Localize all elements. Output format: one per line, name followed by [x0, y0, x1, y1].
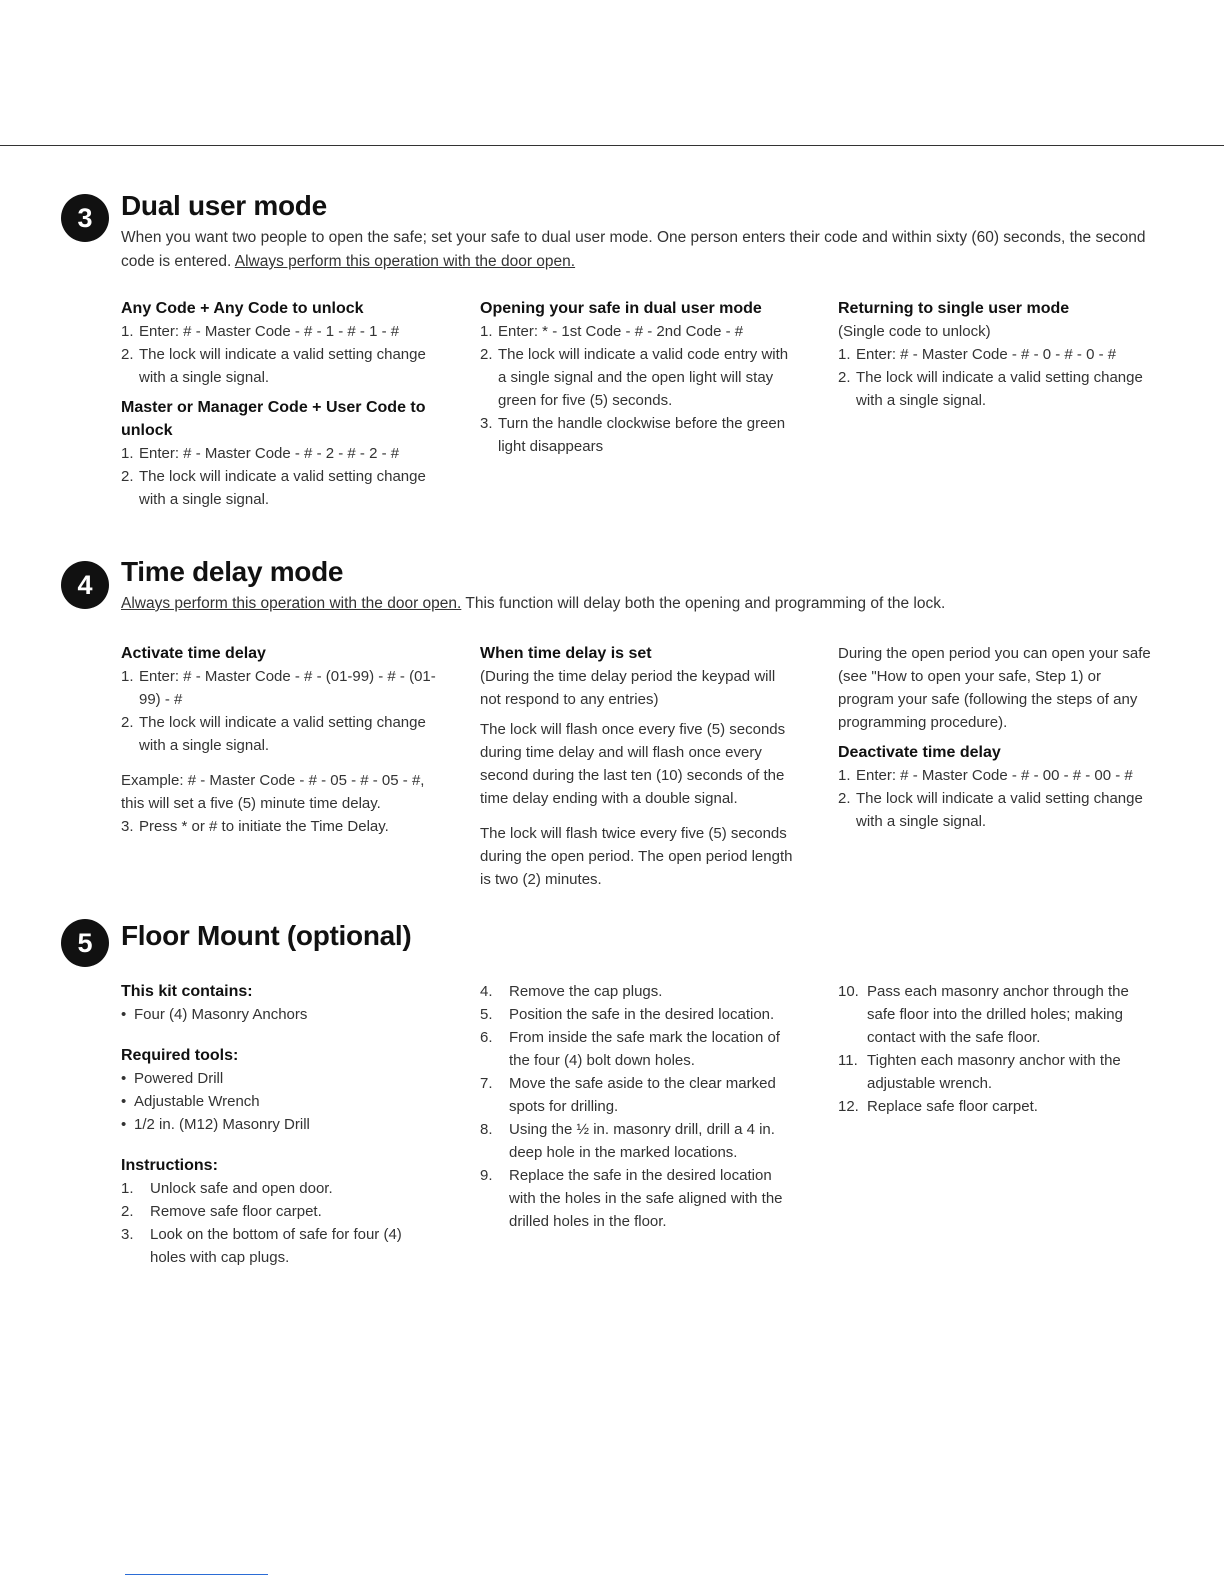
step: 12. Replace safe floor carpet. — [838, 1098, 1038, 1115]
intro-warning: Always perform this operation with the door open. — [234, 253, 576, 270]
intro-text: When you want two people to open the safe; set your safe to dual user mode. One person enters their code and within sixty (60) seconds, the second code is entered. — [121, 229, 1146, 270]
step: 2. The lock will indicate a valid code entry with a single signal and the open light will stay green for five (5) seconds. — [480, 346, 789, 409]
subheading: Returning to single user mode — [838, 300, 1070, 317]
step: 8. Using the ½ in. masonry drill, drill a 4 in. deep hole in the marked locations. — [480, 1121, 775, 1161]
subheading: Instructions: — [121, 1157, 218, 1174]
step: 10. Pass each masonry anchor through the safe floor into the drilled holes; making contact with the safe floor. — [838, 983, 1129, 1046]
step: 1. Enter: # - Master Code - # - (01-99) - # - (01-99) - # — [121, 668, 436, 708]
section-title: Time delay mode — [121, 556, 344, 587]
column-2 — [480, 980, 800, 1233]
paragraph: The lock will flash twice every five (5) seconds during the open period. The open period length is two (2) minutes. — [480, 825, 793, 888]
step: 6. From inside the safe mark the location of the four (4) bolt down holes. — [480, 1029, 780, 1069]
column-3 — [838, 642, 1158, 833]
column-1 — [121, 642, 441, 838]
subheading-note: (Single code to unlock) — [838, 323, 991, 340]
step: 4. Remove the cap plugs. — [480, 983, 663, 1000]
footer-link-underline — [125, 1574, 268, 1575]
column-3 — [838, 980, 1158, 1118]
column-1 — [121, 297, 441, 511]
step: 5. Position the safe in the desired location. — [480, 1006, 775, 1023]
column-3 — [838, 297, 1158, 412]
bullet-item: • Adjustable Wrench — [121, 1093, 260, 1110]
step: 1. Enter: # - Master Code - # - 00 - # - 00 - # — [838, 767, 1133, 784]
intro-text: This function will delay both the opening and programming of the lock. — [465, 595, 946, 612]
step-number-badge: 5 — [61, 919, 109, 967]
step-number-badge: 4 — [61, 561, 109, 609]
step: 1. Unlock safe and open door. — [121, 1180, 333, 1197]
step: 2. Remove safe floor carpet. — [121, 1203, 322, 1220]
step-number-badge: 3 — [61, 194, 109, 242]
paragraph: The lock will flash once every five (5) seconds during time delay and will flash once every second during the last ten (10) seconds of the time delay ending with a double signal. — [480, 721, 786, 807]
step: 1. Enter: * - 1st Code - # - 2nd Code - # — [480, 323, 744, 340]
section-title: Dual user mode — [121, 190, 327, 221]
bullet-item: • Powered Drill — [121, 1070, 224, 1087]
subheading: When time delay is set — [480, 645, 652, 662]
subheading: Master or Manager Code + User Code to unlock — [121, 399, 426, 439]
step: 3. Look on the bottom of safe for four (4) holes with cap plugs. — [121, 1226, 402, 1266]
subheading: Activate time delay — [121, 645, 266, 662]
paragraph: (During the time delay period the keypad will not respond to any entries) — [480, 668, 776, 708]
step: 2. The lock will indicate a valid setting change with a single signal. — [838, 790, 1143, 830]
column-1 — [121, 980, 441, 1269]
step: 1. Enter: # - Master Code - # - 0 - # - 0 - # — [838, 346, 1117, 363]
step: 2. The lock will indicate a valid setting change with a single signal. — [121, 714, 426, 754]
column-2 — [480, 642, 800, 891]
section-intro — [121, 226, 1151, 274]
step: 3. Turn the handle clockwise before the green light disappears — [480, 415, 786, 455]
step: 7. Move the safe aside to the clear marked spots for drilling. — [480, 1075, 776, 1115]
step: 2. The lock will indicate a valid setting change with a single signal. — [838, 369, 1143, 409]
section-title: Floor Mount (optional) — [121, 920, 412, 951]
paragraph: During the open period you can open your safe (see "How to open your safe, Step 1) or program your safe (following the steps of any programming procedure). — [838, 645, 1151, 731]
header-rule — [0, 145, 1224, 146]
subheading: Required tools: — [121, 1047, 239, 1064]
step: 2. The lock will indicate a valid setting change with a single signal. — [121, 346, 426, 386]
column-2 — [480, 297, 800, 458]
step: 2. The lock will indicate a valid setting change with a single signal. — [121, 468, 426, 508]
subheading: Any Code + Any Code to unlock — [121, 300, 364, 317]
subheading: Deactivate time delay — [838, 744, 1001, 761]
bullet-item: • 1/2 in. (M12) Masonry Drill — [121, 1116, 310, 1133]
intro-warning: Always perform this operation with the door open. — [121, 595, 462, 612]
bullet-item: • Four (4) Masonry Anchors — [121, 1006, 308, 1023]
step: 3. Press * or # to initiate the Time Delay. — [121, 818, 389, 835]
section-intro — [121, 592, 1151, 616]
step: 1. Enter: # - Master Code - # - 2 - # - 2 - # — [121, 445, 400, 462]
step: 11. Tighten each masonry anchor with the adjustable wrench. — [838, 1052, 1121, 1092]
step: 1. Enter: # - Master Code - # - 1 - # - 1 - # — [121, 323, 400, 340]
subheading: This kit contains: — [121, 983, 253, 1000]
subheading: Opening your safe in dual user mode — [480, 300, 762, 317]
step: 9. Replace the safe in the desired location with the holes in the safe aligned with the drilled holes in the floor. — [480, 1167, 783, 1230]
example-text: Example: # - Master Code - # - 05 - # - 05 - #, this will set a five (5) minute time delay. — [121, 772, 425, 812]
